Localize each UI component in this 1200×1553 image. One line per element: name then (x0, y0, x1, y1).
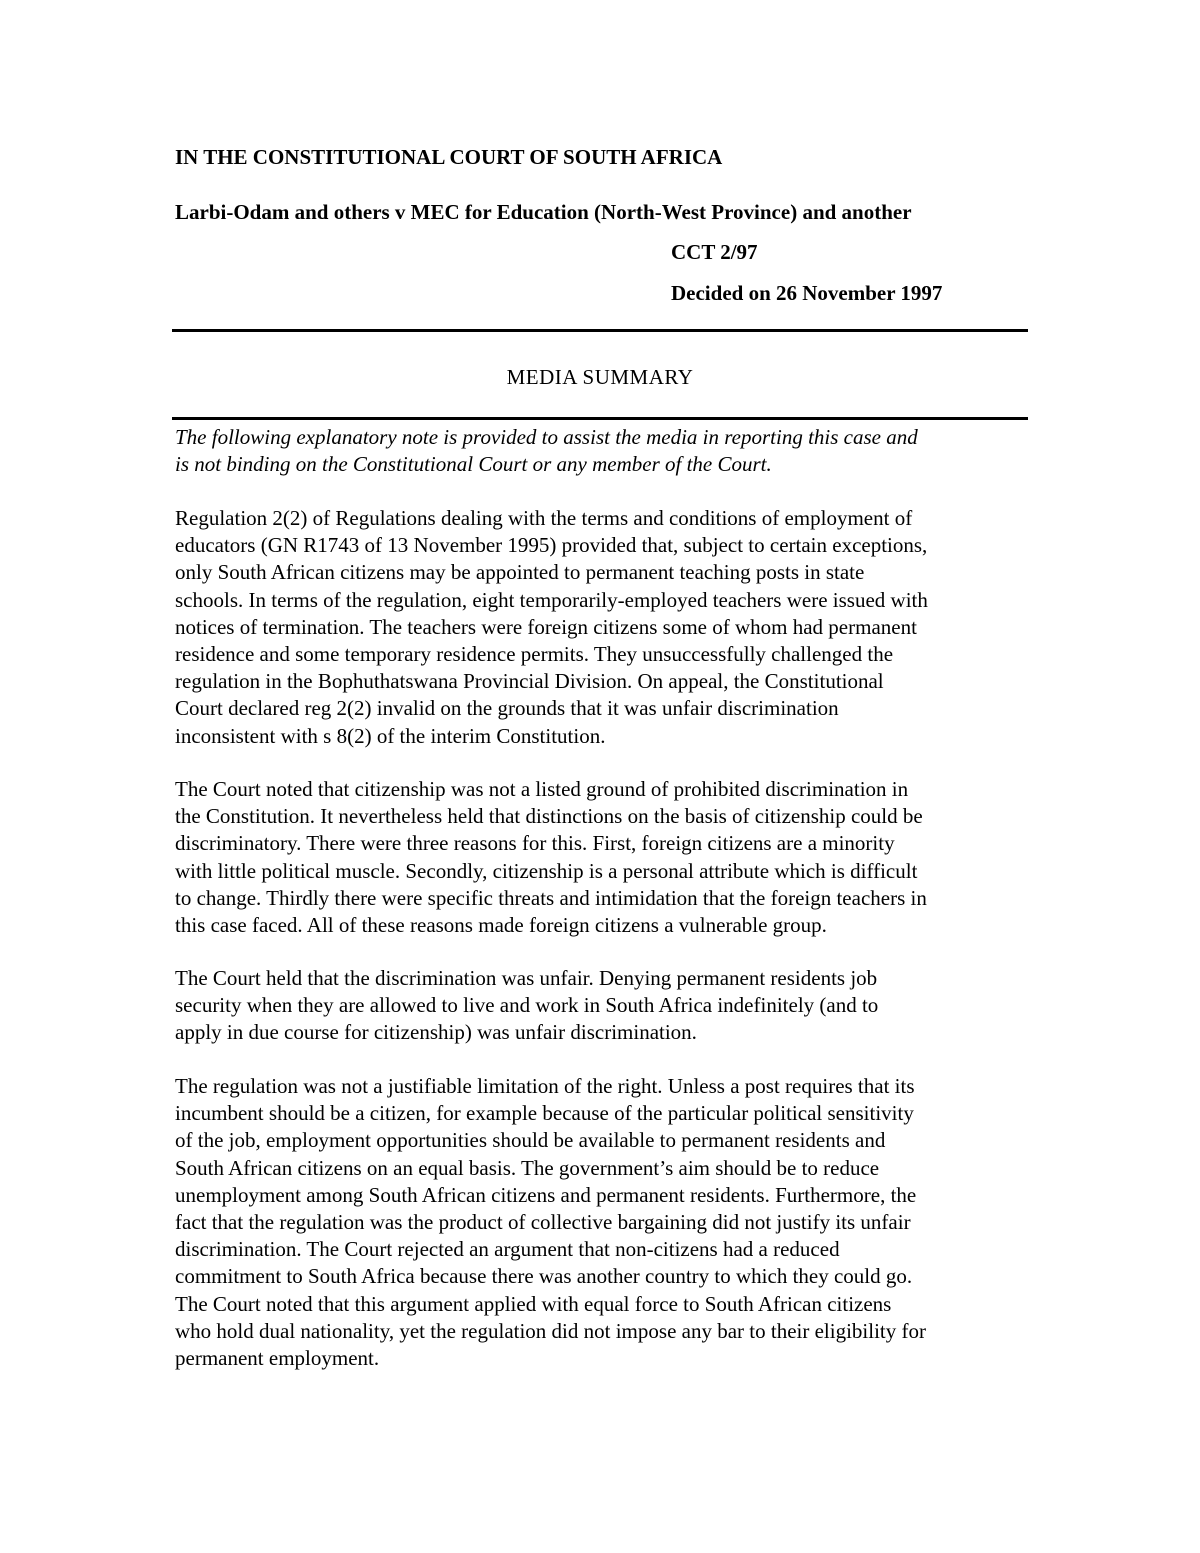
paragraph-line: Regulation 2(2) of Regulations dealing with the terms and conditions of employment of (175, 506, 913, 530)
note-line: The following explanatory note is provided to assist the media in reporting this case and (175, 425, 918, 449)
paragraph-citizenship (175, 776, 1030, 939)
paragraph-line: The Court noted that citizenship was not a listed ground of prohibited discrimination in (175, 777, 909, 801)
note-line: is not binding on the Constitutional Court or any member of the Court. (175, 452, 772, 476)
case-name: Larbi-Odam and others v MEC for Education (North-West Province) and another (175, 200, 912, 224)
paragraph-line: security when they are allowed to live and work in South Africa indefinitely (and to (175, 993, 879, 1018)
paragraph-line: apply in due course for citizenship) was unfair discrimination. (175, 1020, 697, 1045)
paragraph-line: schools. In terms of the regulation, eight temporarily-employed teachers were issued with (175, 587, 928, 612)
bottom-divider (172, 417, 1028, 420)
explanatory-note (175, 424, 1030, 478)
paragraph-unfairness (175, 965, 1030, 1047)
paragraph-line: residence and some temporary residence permits. They unsuccessfully challenged the (175, 642, 894, 667)
paragraph-line: The Court held that the discrimination was unfair. Denying permanent residents job (175, 966, 878, 990)
paragraph-line: The Court noted that this argument applied with equal force to South African citizens (175, 1291, 892, 1316)
paragraph-line: this case faced. All of these reasons made foreign citizens a vulnerable group. (175, 913, 827, 938)
paragraph-line: regulation in the Bophuthatswana Provincial Division. On appeal, the Constitutional (175, 669, 884, 694)
paragraph-line: the Constitution. It nevertheless held that distinctions on the basis of citizenship could be (175, 804, 923, 829)
paragraph-line: inconsistent with s 8(2) of the interim Constitution. (175, 723, 606, 748)
court-title: IN THE CONSTITUTIONAL COURT OF SOUTH AFRICA (175, 145, 723, 169)
case-number: CCT 2/97 (671, 240, 758, 264)
paragraph-regulation (175, 505, 1030, 750)
decision-date: Decided on 26 November 1997 (671, 281, 943, 305)
top-divider (172, 329, 1028, 332)
paragraph-line: with little political muscle. Secondly, citizenship is a personal attribute which is difficult (175, 858, 918, 883)
paragraph-line: Court declared reg 2(2) invalid on the grounds that it was unfair discrimination (175, 696, 839, 721)
paragraph-limitation (175, 1073, 1030, 1372)
paragraph-line: South African citizens on an equal basis. The government’s aim should be to reduce (175, 1155, 880, 1180)
paragraph-line: only South African citizens may be appointed to permanent teaching posts in state (175, 560, 865, 585)
paragraph-line: fact that the regulation was the product of collective bargaining did not justify its unfair (175, 1210, 911, 1235)
paragraph-line: The regulation was not a justifiable limitation of the right. Unless a post requires that its (175, 1074, 915, 1098)
paragraph-line: to change. Thirdly there were specific threats and intimidation that the foreign teachers in (175, 885, 927, 910)
paragraph-line: incumbent should be a citizen, for example because of the particular political sensitivity (175, 1101, 914, 1126)
paragraph-line: educators (GN R1743 of 13 November 1995) provided that, subject to certain exceptions, (175, 533, 928, 558)
section-title: MEDIA SUMMARY (506, 365, 694, 389)
paragraph-line: commitment to South Africa because there was another country to which they could go. (175, 1264, 913, 1289)
paragraph-line: of the job, employment opportunities should be available to permanent residents and (175, 1128, 886, 1153)
paragraph-line: permanent employment. (175, 1346, 380, 1371)
paragraph-line: unemployment among South African citizens and permanent residents. Furthermore, the (175, 1182, 917, 1207)
paragraph-line: who hold dual nationality, yet the regulation did not impose any bar to their eligibility for (175, 1318, 926, 1343)
paragraph-line: notices of termination. The teachers were foreign citizens some of whom had permanent (175, 614, 917, 639)
paragraph-line: discriminatory. There were three reasons for this. First, foreign citizens are a minority (175, 831, 895, 856)
paragraph-line: discrimination. The Court rejected an argument that non-citizens had a reduced (175, 1237, 840, 1262)
